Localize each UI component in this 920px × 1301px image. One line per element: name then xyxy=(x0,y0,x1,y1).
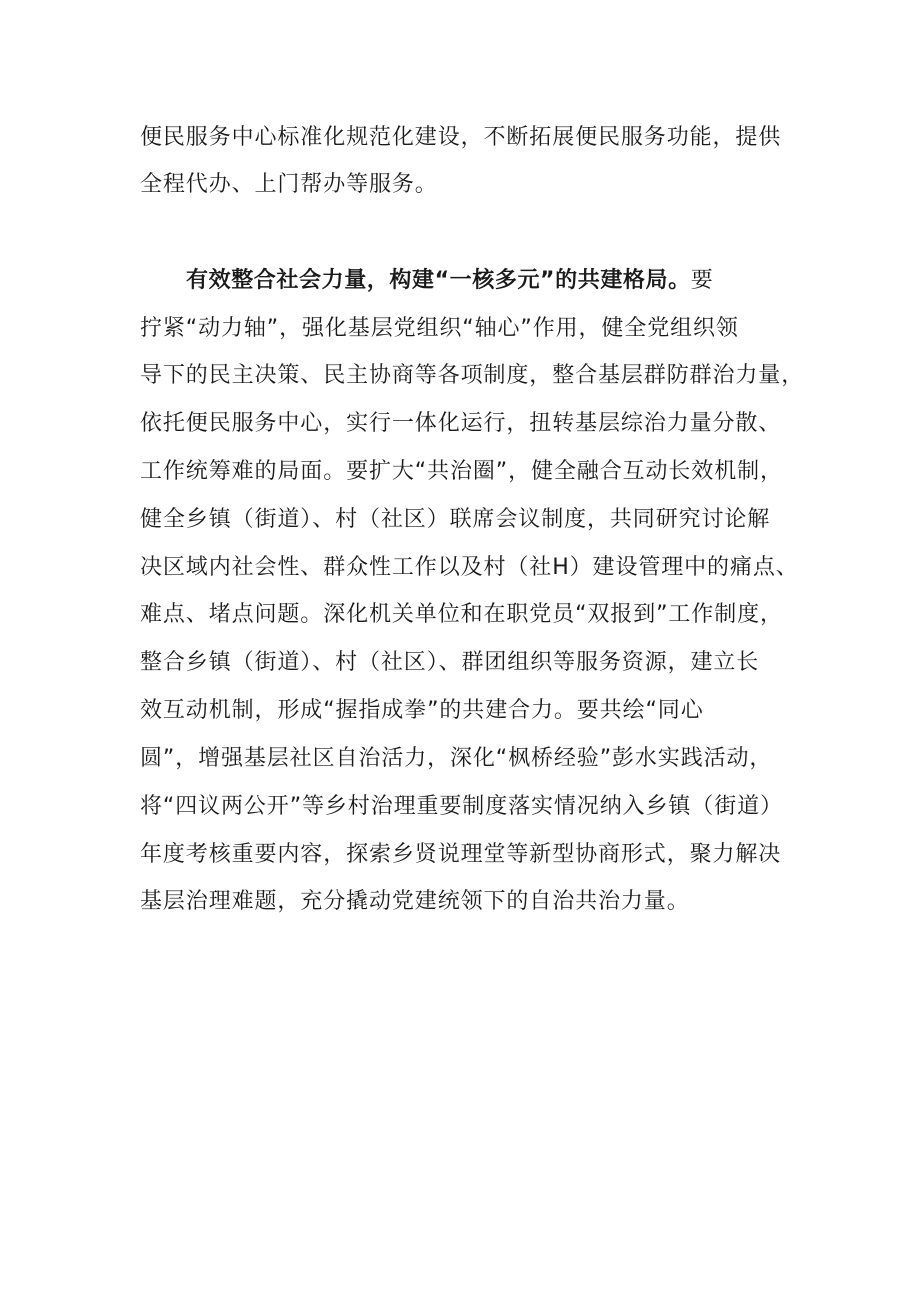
paragraph-2-line-5: 工作统筹难的局面。要扩大“共治圈”，健全融合互动长效机制， xyxy=(140,459,783,484)
paragraph-2-line-12: 将“四议两公开”等乡村治理重要制度落实情况纳入乡镇（街道） xyxy=(140,794,783,819)
paragraph-2-first-line-rest: 要 xyxy=(690,268,714,293)
paragraph-2-line-13: 年度考核重要内容，探索乡贤说理堂等新型协商形式，聚力解决 xyxy=(140,842,782,867)
paragraph-2-line-14: 基层治理难题，充分撬动党建统领下的自治共治力量。 xyxy=(140,889,690,914)
paragraph-2-line-11: 圆”，增强基层社区自治活力，深化“枫桥经验”彭水实践活动， xyxy=(140,746,773,771)
paragraph-2-line-2: 拧紧“动力轴”，强化基层党组织“轴心”作用，健全党组织领 xyxy=(140,316,739,341)
paragraph-2-line-1 xyxy=(186,267,714,295)
paragraph-1-line-1: 便民服务中心标准化规范化建设，不断拓展便民服务功能，提供 xyxy=(140,125,782,150)
paragraph-2-line-4: 依托便民服务中心，实行一体化运行，扭转基层综治力量分散、 xyxy=(140,411,782,436)
paragraph-2-line-10: 效互动机制，形成“握指成拳”的共建合力。要共绘“同心 xyxy=(140,698,704,723)
paragraph-2-line-9: 整合乡镇（街道）、村（社区）、群团组织等服务资源，建立长 xyxy=(140,650,760,675)
paragraph-2-line-3: 导下的民主决策、民主协商等各项制度，整合基层群防群治力量， xyxy=(140,363,805,388)
paragraph-2-line-8: 难点、堵点问题。深化机关单位和在职党员“双报到”工作制度， xyxy=(140,602,783,627)
paragraph-2-line-6: 健全乡镇（街道）、村（社区）联席会议制度，共同研究讨论解 xyxy=(140,507,771,532)
paragraph-2-line-7: 决区域内社会性、群众性工作以及村（社H）建设管理中的痛点、 xyxy=(140,555,799,580)
paragraph-1-line-2: 全程代办、上门帮办等服务。 xyxy=(140,172,438,197)
paragraph-2-heading: 有效整合社会力量，构建“一核多元”的共建格局。 xyxy=(186,268,691,293)
